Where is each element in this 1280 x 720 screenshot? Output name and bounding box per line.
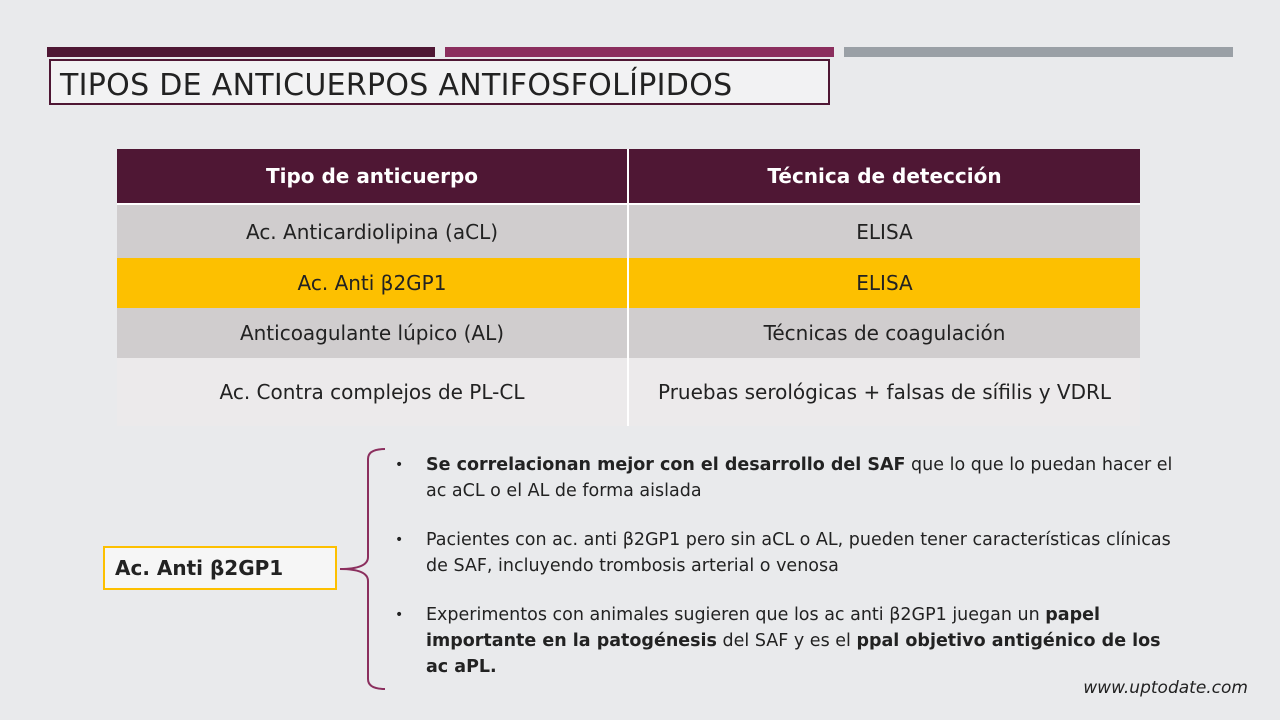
- bullet-bold-text: papel importante en la patogénesis: [426, 605, 1101, 651]
- bullet-bold-text: ppal objetivo antigénico de los ac aPL.: [426, 631, 1161, 677]
- list-item: [395, 452, 1185, 504]
- table-row-highlighted: [117, 258, 1140, 308]
- table-row: [117, 308, 1140, 358]
- highlight-label: Ac. Anti β2GP1: [103, 546, 337, 590]
- table-cell: Ac. Contra complejos de PL-CL: [117, 358, 628, 426]
- table-cell: Anticoagulante lúpico (AL): [117, 308, 628, 358]
- bullet-text: del SAF y es el: [716, 631, 857, 651]
- table-cell: ELISA: [628, 258, 1140, 308]
- table-cell: Técnicas de coagulación: [628, 308, 1140, 358]
- list-item: [395, 527, 1185, 579]
- title-box: [49, 59, 830, 105]
- accent-bar-1: [47, 47, 435, 57]
- source-link[interactable]: www.uptodate.com: [1083, 678, 1248, 698]
- bullet-text: que lo que lo puedan hacer el ac aCL o el AL de forma aislada: [426, 455, 1173, 501]
- table-row: [117, 358, 1140, 426]
- bullet-bold-text: Se correlacionan mejor con el desarrollo del SAF: [426, 455, 906, 475]
- bullet-list: [395, 452, 1185, 703]
- accent-bar-2: [445, 47, 834, 57]
- table-cell: Ac. Anticardiolipina (aCL): [117, 204, 628, 258]
- table-row: [117, 204, 1140, 258]
- table-header-cell: Tipo de anticuerpo: [117, 149, 628, 204]
- curly-brace-icon: [338, 447, 388, 692]
- slide-title: TIPOS DE ANTICUERPOS ANTIFOSFOLÍPIDOS: [60, 68, 733, 103]
- table-header-cell: Técnica de detección: [628, 149, 1140, 204]
- table-header-row: [117, 149, 1140, 204]
- bullet-icon: •: [395, 532, 404, 548]
- list-item: [395, 602, 1185, 680]
- antibody-table: [117, 149, 1140, 426]
- table-cell: ELISA: [628, 204, 1140, 258]
- bullet-text: Pacientes con ac. anti β2GP1 pero sin aCL o AL, pueden tener características clínicas de SAF, incluyendo trombosis arterial o venosa: [426, 530, 1171, 576]
- bullet-icon: •: [395, 457, 404, 473]
- table-cell: Pruebas serológicas + falsas de sífilis y VDRL: [628, 358, 1140, 426]
- bullet-icon: •: [395, 607, 404, 623]
- table-cell: Ac. Anti β2GP1: [117, 258, 628, 308]
- accent-bar-3: [844, 47, 1233, 57]
- bullet-text: Experimentos con animales sugieren que los ac anti β2GP1 juegan un: [426, 605, 1046, 625]
